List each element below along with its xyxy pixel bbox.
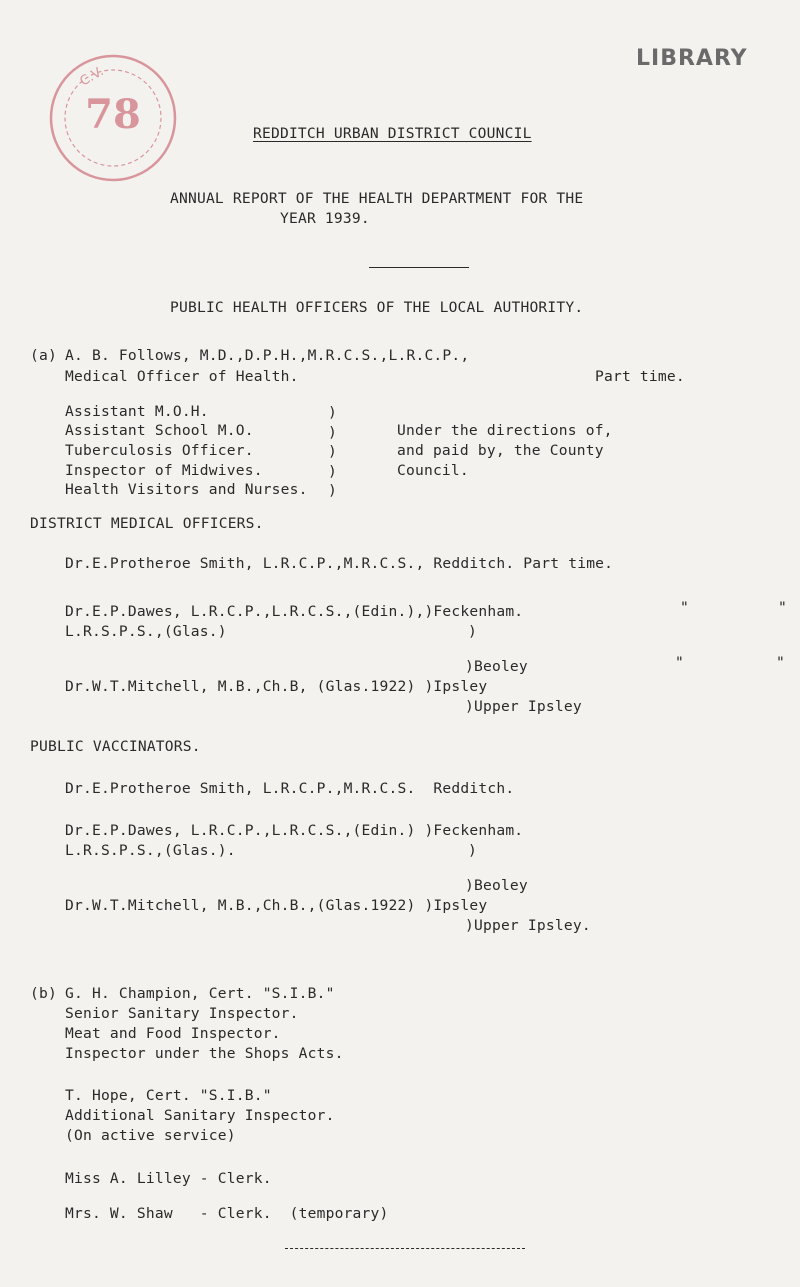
- moh-status: Part time.: [595, 368, 685, 385]
- hope-line2: Additional Sanitary Inspector.: [65, 1107, 335, 1124]
- clerk-shaw: Mrs. W. Shaw - Clerk. (temporary): [65, 1205, 389, 1222]
- champion-line2: Senior Sanitary Inspector.: [65, 1005, 299, 1022]
- title-divider: [369, 267, 469, 268]
- vaccinator-mitchell-beoley: )Beoley: [465, 877, 528, 894]
- moh-title: Medical Officer of Health.: [65, 368, 299, 385]
- roles-note-line2: and paid by, the County: [397, 442, 604, 459]
- role-assistant-school-mo: Assistant School M.O.: [65, 422, 254, 439]
- district-dawes-ditto-1: ": [680, 599, 689, 616]
- section-title: PUBLIC HEALTH OFFICERS OF THE LOCAL AUTHORITY.: [170, 299, 584, 316]
- champion-line1: G. H. Champion, Cert. "S.I.B.": [65, 985, 335, 1002]
- vaccinator-dawes-quals: L.R.S.P.S.,(Glas.).: [65, 842, 236, 859]
- district-mitchell-ditto-2: ": [776, 654, 785, 671]
- hope-line3: (On active service): [65, 1127, 236, 1144]
- district-dawes-ditto-2: ": [778, 599, 787, 616]
- svg-text:78: 78: [85, 91, 141, 138]
- svg-text:C.V.: C.V.: [77, 64, 107, 90]
- champion-line3: Meat and Food Inspector.: [65, 1025, 281, 1042]
- vaccinator-entry-smith: Dr.E.Protheroe Smith, L.R.C.P.,M.R.C.S. Redditch.: [65, 780, 515, 797]
- district-mitchell-upper-ipsley: )Upper Ipsley: [465, 698, 582, 715]
- clerk-lilley: Miss A. Lilley - Clerk.: [65, 1170, 272, 1187]
- district-entry-dawes: Dr.E.P.Dawes, L.R.C.P.,L.R.C.S.,(Edin.),)Feckenham.: [65, 603, 524, 620]
- section-a-label: (a): [30, 347, 57, 364]
- district-entry-smith: Dr.E.Protheroe Smith, L.R.C.P.,M.R.C.S., Redditch. Part time.: [65, 555, 614, 572]
- district-medical-title: DISTRICT MEDICAL OFFICERS.: [30, 515, 264, 532]
- district-mitchell-ditto-1: ": [675, 654, 684, 671]
- moh-name: A. B. Follows, M.D.,D.P.H.,M.R.C.S.,L.R.C.P.,: [65, 347, 470, 364]
- vaccinator-mitchell-upper-ipsley: )Upper Ipsley.: [465, 917, 591, 934]
- library-stamp: LIBRARY: [636, 46, 748, 71]
- role-tuberculosis-officer: Tuberculosis Officer.: [65, 442, 254, 459]
- district-dawes-bracket: ): [468, 623, 477, 640]
- report-title-line1: ANNUAL REPORT OF THE HEALTH DEPARTMENT FOR THE: [170, 190, 584, 207]
- section-b-label: (b): [30, 985, 57, 1002]
- district-dawes-quals: L.R.S.P.S.,(Glas.): [65, 623, 227, 640]
- district-entry-mitchell: Dr.W.T.Mitchell, M.B.,Ch.B, (Glas.1922) )Ipsley: [65, 678, 488, 695]
- report-title-line2: YEAR 1939.: [280, 210, 370, 227]
- footer-divider: [285, 1248, 525, 1250]
- vaccinator-entry-mitchell: Dr.W.T.Mitchell, M.B.,Ch.B.,(Glas.1922) )Ipsley: [65, 897, 488, 914]
- council-heading: REDDITCH URBAN DISTRICT COUNCIL: [253, 125, 532, 142]
- roles-note-line3: Council.: [397, 462, 469, 479]
- district-mitchell-beoley: )Beoley: [465, 658, 528, 675]
- vaccinators-title: PUBLIC VACCINATORS.: [30, 738, 201, 755]
- hope-line1: T. Hope, Cert. "S.I.B.": [65, 1087, 272, 1104]
- vaccinator-dawes-bracket: ): [468, 842, 477, 859]
- library-seal-icon: [28, 48, 198, 188]
- role-assistant-moh: Assistant M.O.H.: [65, 403, 209, 420]
- roles-note-line1: Under the directions of,: [397, 422, 613, 439]
- roles-bracket: ) ) ) ) ): [328, 404, 337, 500]
- role-inspector-midwives: Inspector of Midwives.: [65, 462, 263, 479]
- role-health-visitors: Health Visitors and Nurses.: [65, 481, 308, 498]
- vaccinator-entry-dawes: Dr.E.P.Dawes, L.R.C.P.,L.R.C.S.,(Edin.) )Feckenham.: [65, 822, 524, 839]
- champion-line4: Inspector under the Shops Acts.: [65, 1045, 344, 1062]
